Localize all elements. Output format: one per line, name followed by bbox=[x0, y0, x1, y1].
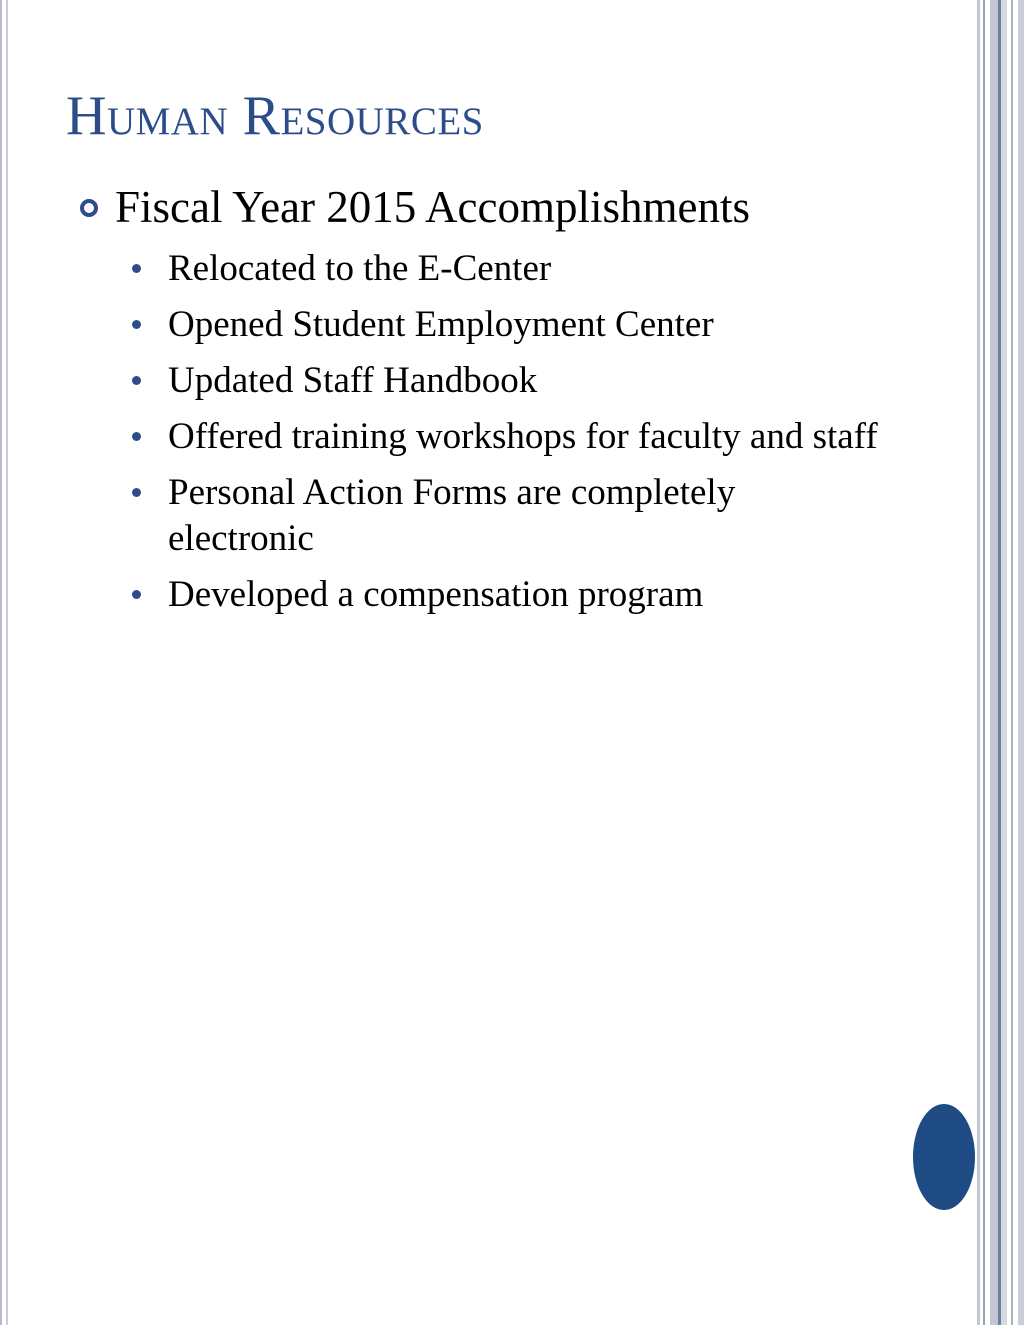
left-border-line bbox=[0, 0, 2, 1325]
list-item-text: Relocated to the E-Center bbox=[168, 248, 552, 289]
left-border-line-inner bbox=[6, 0, 8, 1325]
list-item bbox=[130, 572, 890, 618]
dot-bullet-icon bbox=[132, 432, 141, 441]
list-item bbox=[130, 358, 890, 404]
list-item bbox=[130, 414, 890, 460]
list-item bbox=[130, 470, 890, 562]
list-item bbox=[130, 246, 890, 292]
dot-bullet-icon bbox=[132, 590, 141, 599]
dot-bullet-icon bbox=[132, 488, 141, 497]
right-border-stripe bbox=[983, 0, 985, 1325]
right-border-stripe bbox=[1011, 0, 1013, 1325]
slide-title: Human Resources bbox=[66, 85, 484, 147]
list-item bbox=[130, 302, 890, 348]
right-border-stripe bbox=[990, 0, 998, 1325]
dot-bullet-icon bbox=[132, 264, 141, 273]
oval-decoration bbox=[913, 1104, 975, 1210]
list-item-text: Offered training workshops for faculty and staff bbox=[168, 416, 878, 457]
dot-bullet-icon bbox=[132, 376, 141, 385]
ring-bullet-icon bbox=[80, 199, 98, 217]
right-border-stripe bbox=[1018, 0, 1024, 1325]
right-border-stripe bbox=[1001, 0, 1007, 1325]
right-border-stripe bbox=[977, 0, 980, 1325]
list-item-text: Opened Student Employment Center bbox=[168, 304, 714, 345]
list-item-text: Personal Action Forms are completely electronic bbox=[168, 472, 736, 559]
dot-bullet-icon bbox=[132, 320, 141, 329]
list-item-text: Developed a compensation program bbox=[168, 574, 704, 615]
list-item-text: Updated Staff Handbook bbox=[168, 360, 538, 401]
accomplishments-list bbox=[130, 246, 890, 628]
main-bullet-text: Fiscal Year 2015 Accomplishments bbox=[115, 182, 750, 232]
